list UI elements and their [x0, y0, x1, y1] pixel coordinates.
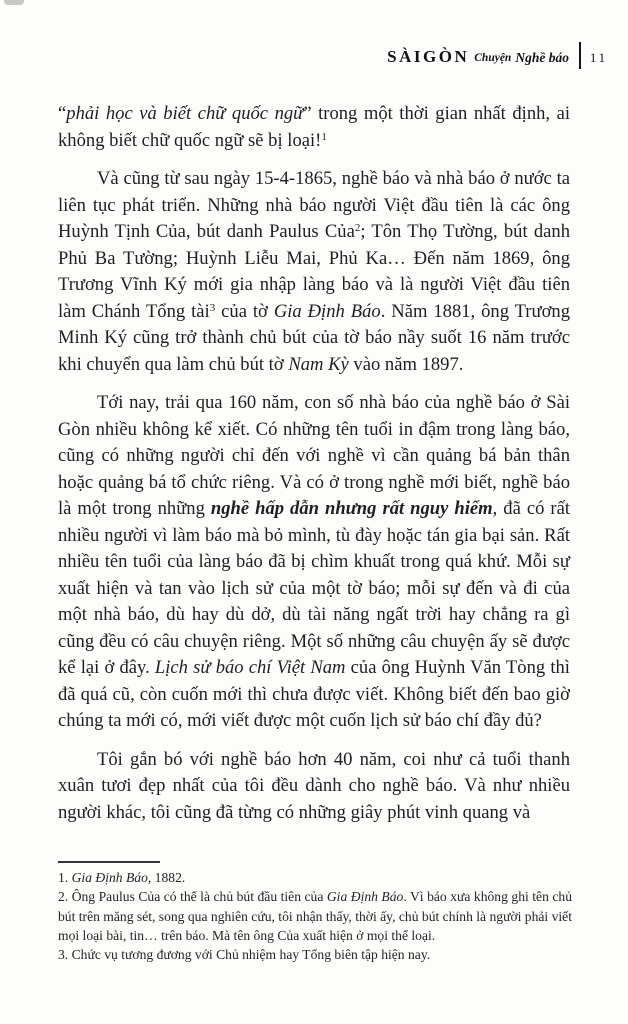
- book-title-main: SÀIGÒN: [387, 47, 470, 66]
- paragraph: Tôi gắn bó với nghề báo hơn 40 năm, coi như cả tuổi thanh xuân tươi đẹp nhất của tôi đều dành cho nghề báo. Và như nhiều người khác, tôi cũng đã từng có những giây phút vinh quang và: [58, 748, 570, 823]
- page-header: [387, 42, 608, 65]
- footnote: 3. Chức vụ tương đương với Chủ nhiệm hay Tổng biên tập hiện nay.: [58, 947, 431, 963]
- body-text: [58, 101, 570, 826]
- paragraph: “phải học và biết chữ quốc ngữ” trong một thời gian nhất định, ai không biết chữ quốc ngữ sẽ bị loại!$^1$: [58, 103, 571, 151]
- footnote: 1. Gia Định Báo, 1882.: [58, 870, 186, 885]
- book-title-subject: Nghề báo: [515, 50, 569, 65]
- scan-artifact: [4, 0, 24, 5]
- footnote: 2. Ông Paulus Của có thể là chủ bút đầu tiên của Gia Định Báo. Vì báo xưa không ghi tên chủ bút trên măng sét, song qua nghiên cứu, tôi nhận thấy, thời ấy, chủ bút chính là người phải viết mọi loại bài, tin… trên báo. Mà tên ông Của xuất hiện ở mọi thể loại.: [58, 889, 572, 943]
- page-number: 11: [589, 50, 608, 65]
- footnote-marker: 1: [321, 130, 327, 143]
- paragraph: Tới nay, trải qua 160 năm, con số nhà báo của nghề báo ở Sài Gòn nhiều không kể xiết. Có những tên tuổi in đậm trong làng báo, cũng có những người chỉ đến với nghề vì cần quảng bá bản thân hoặc quảng bá tổ chức riêng. Và có ở trong nghề mới biết, nghề báo là một trong những nghề hấp dẫn nhưng rất nguy hiểm, đã có rất nhiều người vì làm báo mà bỏ mình, tù đày hoặc tán gia bại sản. Rất nhiều tên tuổi của làng báo đã bị chìm khuất trong quá khứ. Mỗi sự xuất hiện và tan vào lịch sử của một tờ báo; mỗi sự đến và đi của một nhà báo, dù hay dù dở, dù tài năng ngất trời hay chẳng ra gì cũng đều có câu chuyện riêng. Một số những câu chuyện ấy sẽ được kể lại ở đây. Lịch sử báo chí Việt Nam của ông Huỳnh Văn Tòng thì đã quá cũ, còn cuốn mới thì chưa được viết. Không biết đến bao giờ chúng ta mới có, mới viết được một cuốn lịch sử báo chí đầy đủ?: [58, 392, 570, 731]
- header-divider: [579, 42, 581, 69]
- paragraph: Và cũng từ sau ngày 15-4-1865, nghề báo và nhà báo ở nước ta liên tục phát triển. Những nhà báo người Việt đầu tiên là các ông Huỳnh Tịnh Của, bút danh Paulus Của$^2$; Tôn Thọ Tường, bút danh Phủ Ba Tường; Huỳnh Liễu Mai, Phủ Ka… Đến năm 1869, ông Trương Vĩnh Ký mới gia nhập làng báo và là người Việt đầu tiên làm Chánh Tổng tài$^3$ của tờ Gia Định Báo. Năm 1881, ông Trương Minh Ký cũng trở thành chủ bút của tờ báo nầy suốt 16 năm trước khi chuyển qua làm chủ bút tờ Nam Kỳ vào năm 1897.: [58, 168, 570, 375]
- footnote-marker: 2: [354, 222, 361, 234]
- book-title-script: Chuyện: [474, 51, 512, 64]
- footnote-divider: [58, 861, 160, 863]
- footnotes: [58, 868, 572, 964]
- footnote-marker: 3: [209, 301, 216, 314]
